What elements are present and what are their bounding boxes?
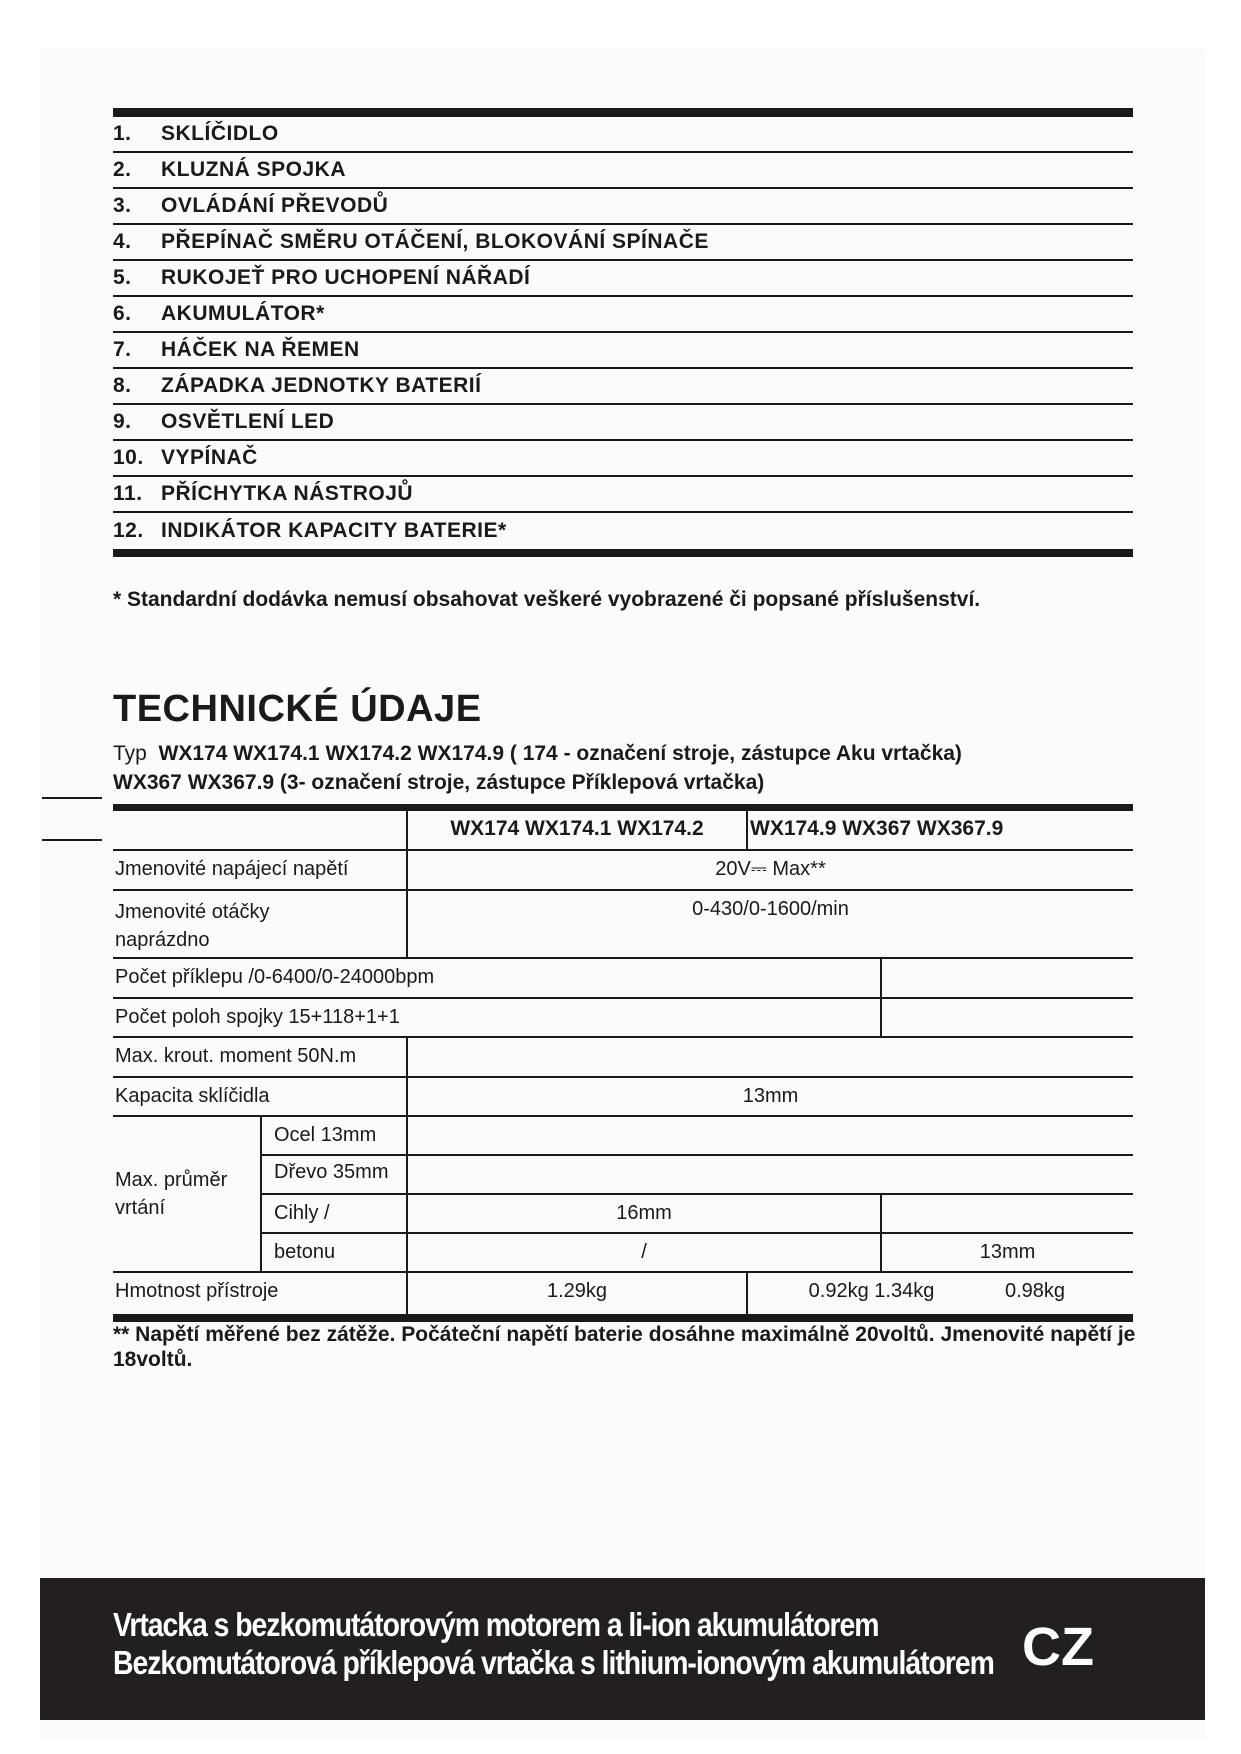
weight-a: 1.29kg <box>407 1272 747 1318</box>
part-label: OSVĚTLENÍ LED <box>161 410 335 433</box>
table-row <box>113 890 1133 958</box>
part-number: 4. <box>113 230 132 253</box>
margin-mark <box>42 797 102 799</box>
parts-list <box>113 108 1133 557</box>
part-label: PŘEPÍNAČ SMĚRU OTÁČENÍ, BLOKOVÁNÍ SPÍNAČE <box>161 230 709 253</box>
part-item <box>113 333 1133 369</box>
part-item <box>113 405 1133 441</box>
weight-b: 0.92kg 1.34kg <box>747 1272 995 1318</box>
part-label: VYPÍNAČ <box>161 446 258 469</box>
part-label: RUKOJEŤ PRO UCHOPENÍ NÁŘADÍ <box>161 266 531 289</box>
type-line-1 <box>113 742 962 766</box>
clutch-label: Počet poloh spojky 15+118+1+1 <box>113 998 881 1037</box>
chuck-label: Kapacita sklíčidla <box>113 1077 407 1116</box>
table-row <box>113 998 1133 1037</box>
part-label: OVLÁDÁNÍ PŘEVODŮ <box>161 194 389 217</box>
table-row <box>113 1077 1133 1116</box>
drill-label: Max. průměr vrtání <box>113 1116 261 1272</box>
part-number: 12. <box>113 519 144 542</box>
chuck-value: 13mm <box>407 1077 1133 1116</box>
part-item <box>113 513 1133 549</box>
part-number: 3. <box>113 194 132 217</box>
impact-label: Počet příklepu /0-6400/0-24000bpm <box>113 958 881 998</box>
table-row <box>113 1194 1133 1233</box>
table-row <box>113 850 1133 890</box>
parts-footnote: * Standardní dodávka nemusí obsahovat veškeré vyobrazené či popsané příslušenství. <box>113 588 981 611</box>
part-item <box>113 441 1133 477</box>
voltage-footnote: ** Napětí měřené bez zátěže. Počáteční napětí baterie dosáhne maximálně 20voltů. Jmenovité napětí je 18voltů. <box>113 1323 1136 1371</box>
section-title: TECHNICKÉ ÚDAJE <box>113 688 482 730</box>
table-row <box>113 1037 1133 1077</box>
brick-value: 16mm <box>407 1194 881 1233</box>
part-label: SKLÍČIDLO <box>161 122 279 145</box>
table-row <box>113 1155 1133 1194</box>
part-label: KLUZNÁ SPOJKA <box>161 158 347 181</box>
part-label: ZÁPADKA JEDNOTKY BATERIÍ <box>161 374 482 397</box>
footer-banner <box>40 1578 1205 1720</box>
part-number: 1. <box>113 122 132 145</box>
part-number: 9. <box>113 410 132 433</box>
steel-label: Ocel 13mm <box>261 1116 407 1155</box>
concrete-label: betonu <box>261 1233 407 1272</box>
banner-title-2: Bezkomutátorová příklepová vrtačka s lithium-ionovým akumulátorem <box>113 1644 994 1681</box>
part-number: 5. <box>113 266 132 289</box>
part-number: 11. <box>113 482 143 505</box>
header-models-b: WX174.9 WX367 WX367.9 <box>747 808 1133 850</box>
brick-label: Cihly / <box>261 1194 407 1233</box>
part-item <box>113 117 1133 153</box>
table-row <box>113 1233 1133 1272</box>
spec-table <box>113 804 1133 1322</box>
banner-title-1: Vrtacka s bezkomutátorovým motorem a li-ion akumulátorem <box>113 1606 879 1643</box>
part-number: 6. <box>113 302 132 325</box>
part-item <box>113 297 1133 333</box>
speed-label: Jmenovité otáčky naprázdno <box>113 890 407 958</box>
part-number: 2. <box>113 158 132 181</box>
table-row <box>113 808 1133 850</box>
part-number: 7. <box>113 338 132 361</box>
type-models-1: WX174 WX174.1 WX174.2 WX174.9 ( 174 - označení stroje, zástupce Aku vrtačka) <box>158 742 962 765</box>
part-item <box>113 369 1133 405</box>
part-item <box>113 189 1133 225</box>
part-item <box>113 225 1133 261</box>
part-number: 10. <box>113 446 144 469</box>
table-row <box>113 1272 1133 1318</box>
weight-label: Hmotnost přístroje <box>113 1272 407 1318</box>
table-row <box>113 958 1133 998</box>
margin-mark <box>42 839 102 841</box>
part-label: INDIKÁTOR KAPACITY BATERIE* <box>161 519 507 542</box>
part-item <box>113 477 1133 513</box>
wood-label: Dřevo 35mm <box>261 1155 407 1194</box>
voltage-label: Jmenovité napájecí napětí <box>113 850 407 890</box>
type-label: Typ <box>113 742 147 765</box>
part-item <box>113 153 1133 189</box>
part-item <box>113 261 1133 297</box>
part-label: PŘÍCHYTKA NÁSTROJŮ <box>161 482 414 505</box>
torque-label: Max. krout. moment 50N.m <box>113 1037 407 1077</box>
part-number: 8. <box>113 374 132 397</box>
part-label: AKUMULÁTOR* <box>161 302 325 325</box>
table-row <box>113 1116 1133 1155</box>
header-models-a: WX174 WX174.1 WX174.2 <box>407 808 747 850</box>
weight-c: 0.98kg <box>995 1272 1133 1318</box>
type-line-2: WX367 WX367.9 (3- označení stroje, zástupce Příklepová vrtačka) <box>113 771 765 794</box>
language-code: CZ <box>1022 1617 1094 1677</box>
voltage-value: 20V⎓ Max** <box>407 850 1133 890</box>
concrete-value-b: 13mm <box>881 1233 1133 1272</box>
concrete-value-a: / <box>407 1233 881 1272</box>
speed-value: 0-430/0-1600/min <box>407 890 1133 958</box>
part-label: HÁČEK NA ŘEMEN <box>161 338 360 361</box>
